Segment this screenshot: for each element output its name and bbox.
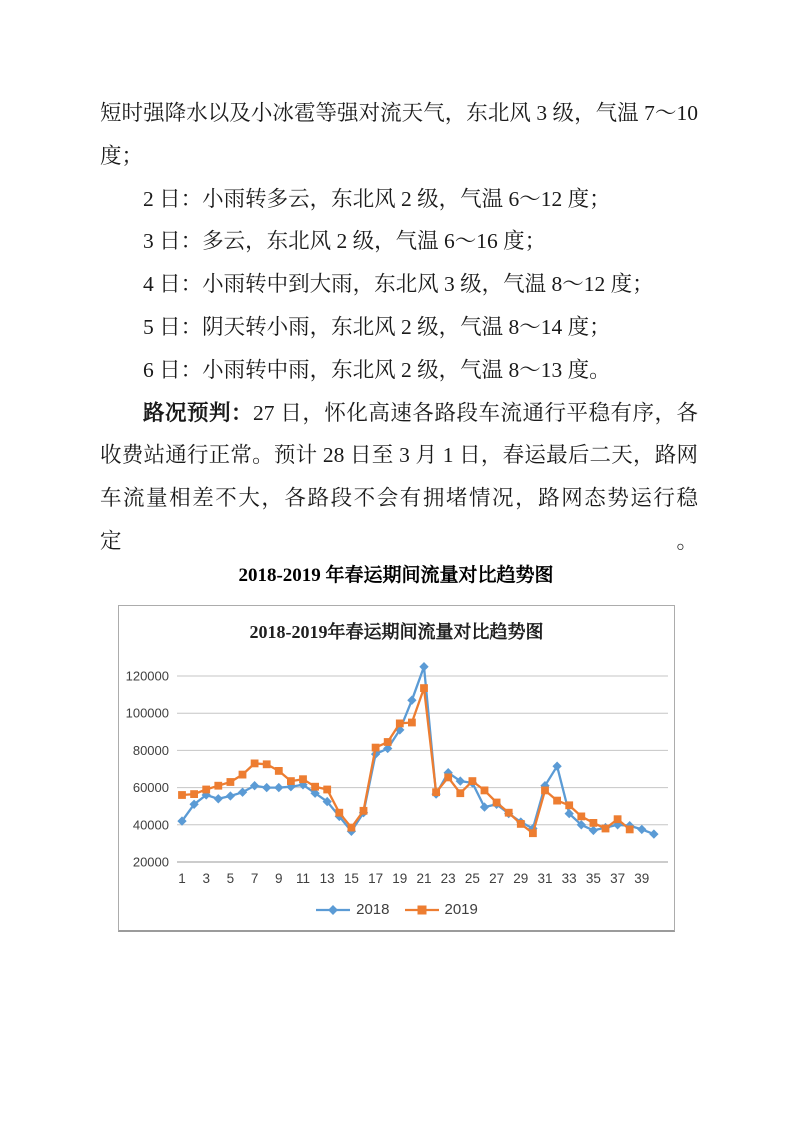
legend-marker-2018-diamond-icon (315, 904, 351, 916)
document-body (100, 92, 698, 563)
text-line-weather-day3: 3 日：多云，东北风 2 级，气温 6～16 度； (143, 229, 547, 254)
text-line-weather-day6: 6 日：小雨转中雨，东北风 2 级，气温 8～13 度。 (143, 357, 611, 382)
svg-text:19: 19 (392, 871, 408, 886)
text-line: 收费站通行正常。预计 28 日至 3 月 1 日，春运最后二天，路网 (100, 443, 698, 468)
chart-plot-area (119, 606, 674, 930)
text-line: 短时强降水以及小冰雹等强对流天气，东北风 3 级，气温 7～10 (100, 101, 698, 125)
svg-text:25: 25 (464, 871, 480, 886)
svg-text:39: 39 (634, 871, 650, 886)
svg-text:60000: 60000 (132, 780, 169, 796)
svg-text:40000: 40000 (132, 817, 169, 833)
svg-text:20000: 20000 (132, 854, 169, 870)
chart-legend (119, 901, 674, 918)
svg-text:100000: 100000 (125, 705, 169, 721)
svg-text:80000: 80000 (132, 742, 169, 758)
svg-text:23: 23 (440, 871, 456, 886)
svg-text:35: 35 (585, 871, 601, 886)
svg-text:29: 29 (513, 871, 529, 886)
legend-marker-2019-square-icon (404, 904, 440, 916)
traffic-trend-chart (118, 605, 675, 932)
svg-text:11: 11 (295, 871, 311, 886)
svg-text:13: 13 (319, 871, 335, 886)
svg-text:15: 15 (343, 871, 359, 886)
svg-text:5: 5 (226, 871, 235, 886)
svg-text:17: 17 (368, 871, 384, 886)
chart-title: 2018-2019年春运期间流量对比趋势图 (249, 622, 544, 642)
svg-text:21: 21 (416, 871, 432, 886)
road-forecast-label: 路况预判： (143, 400, 254, 425)
svg-text:37: 37 (610, 871, 626, 886)
text-line-weather-day5: 5 日：阴天转小雨，东北风 2 级，气温 8～14 度； (143, 314, 611, 339)
svg-text:9: 9 (275, 871, 283, 886)
legend-label-2019: 2019 (444, 901, 478, 918)
svg-text:3: 3 (202, 871, 210, 886)
legend-item-2019 (404, 901, 478, 918)
svg-text:7: 7 (250, 871, 259, 886)
svg-text:27: 27 (489, 871, 505, 886)
svg-text:120000: 120000 (125, 668, 169, 684)
text-line-weather-day2: 2 日：小雨转多云，东北风 2 级，气温 6～12 度； (143, 186, 611, 211)
svg-text:1: 1 (178, 871, 186, 886)
text-line: 度； (100, 143, 144, 168)
svg-text:31: 31 (537, 871, 553, 886)
svg-text:33: 33 (561, 871, 577, 886)
text-line-road-forecast: 路况预判：27 日，怀化高速各路段车流通行平稳有序，各 (143, 400, 698, 425)
text-line-weather-day4: 4 日：小雨转中到大雨，东北风 3 级，气温 8～12 度； (143, 272, 654, 297)
chart-section-title: 2018-2019 年春运期间流量对比趋势图 (238, 565, 554, 586)
legend-label-2018: 2018 (356, 901, 390, 918)
text-line: 车流量相差不大，各路段不会有拥堵情况，路网态势运行稳定。 (100, 486, 698, 553)
legend-item-2018 (315, 901, 389, 918)
